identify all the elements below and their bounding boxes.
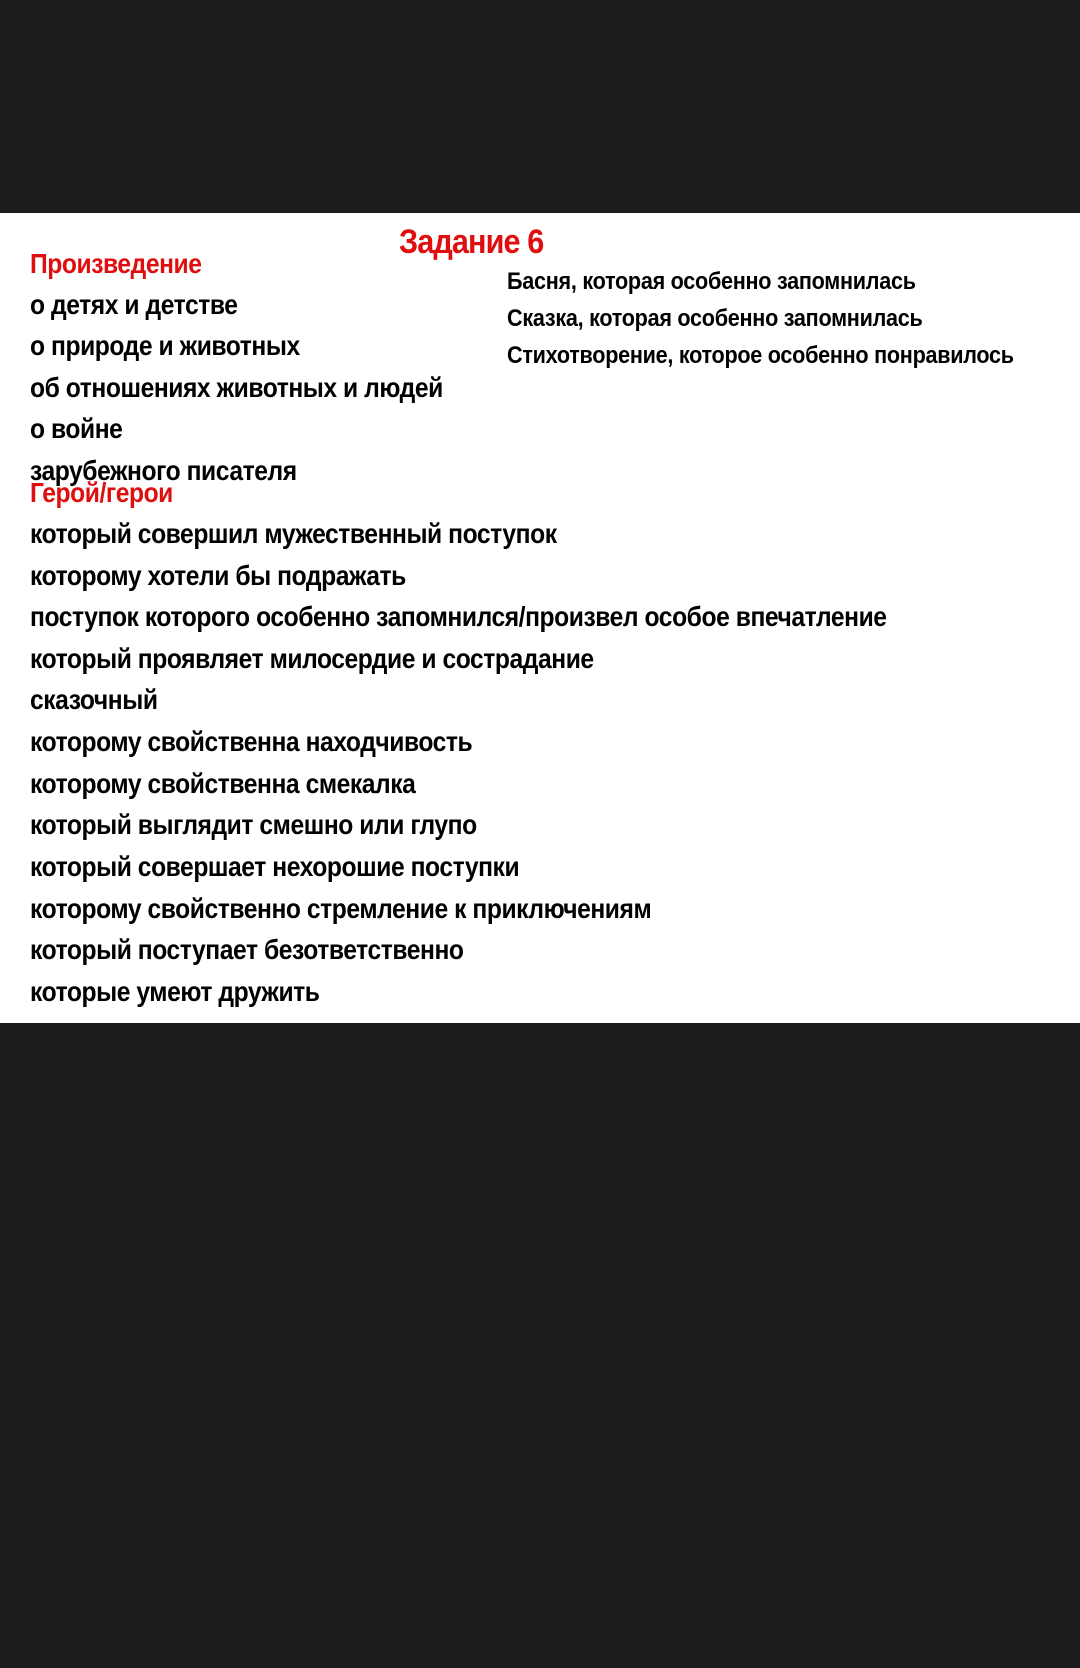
- works-heading: Произведение: [30, 248, 202, 279]
- genre-item: Басня, которая особенно запомнилась: [507, 268, 916, 295]
- slide: [0, 213, 1080, 1023]
- hero-item: которые умеют дружить: [30, 976, 320, 1007]
- works-item: о природе и животных: [30, 330, 300, 361]
- hero-item: поступок которого особенно запомнился/произвел особое впечатление: [30, 601, 887, 632]
- hero-item: которому свойственна смекалка: [30, 768, 416, 799]
- works-item: о войне: [30, 413, 123, 444]
- hero-item: которому свойственно стремление к приключениям: [30, 893, 652, 924]
- hero-item: который совершает нехорошие поступки: [30, 851, 520, 882]
- hero-item: который совершил мужественный поступок: [30, 518, 557, 549]
- genre-item: Стихотворение, которое особенно понравилось: [507, 342, 1014, 369]
- hero-item: сказочный: [30, 684, 158, 715]
- genre-item: Сказка, которая особенно запомнилась: [507, 305, 923, 332]
- works-item: зарубежного писателя: [30, 455, 297, 486]
- works-item: об отношениях животных и людей: [30, 372, 443, 403]
- works-item: о детях и детстве: [30, 289, 238, 320]
- slide-title: Задание 6: [399, 223, 544, 261]
- hero-item: которому хотели бы подражать: [30, 560, 406, 591]
- hero-item: который поступает безответственно: [30, 934, 464, 965]
- hero-item: которому свойственна находчивость: [30, 726, 473, 757]
- hero-item: который выглядит смешно или глупо: [30, 809, 477, 840]
- hero-item: который проявляет милосердие и сострадание: [30, 643, 594, 674]
- heroes-heading: Герой/герои: [30, 477, 173, 508]
